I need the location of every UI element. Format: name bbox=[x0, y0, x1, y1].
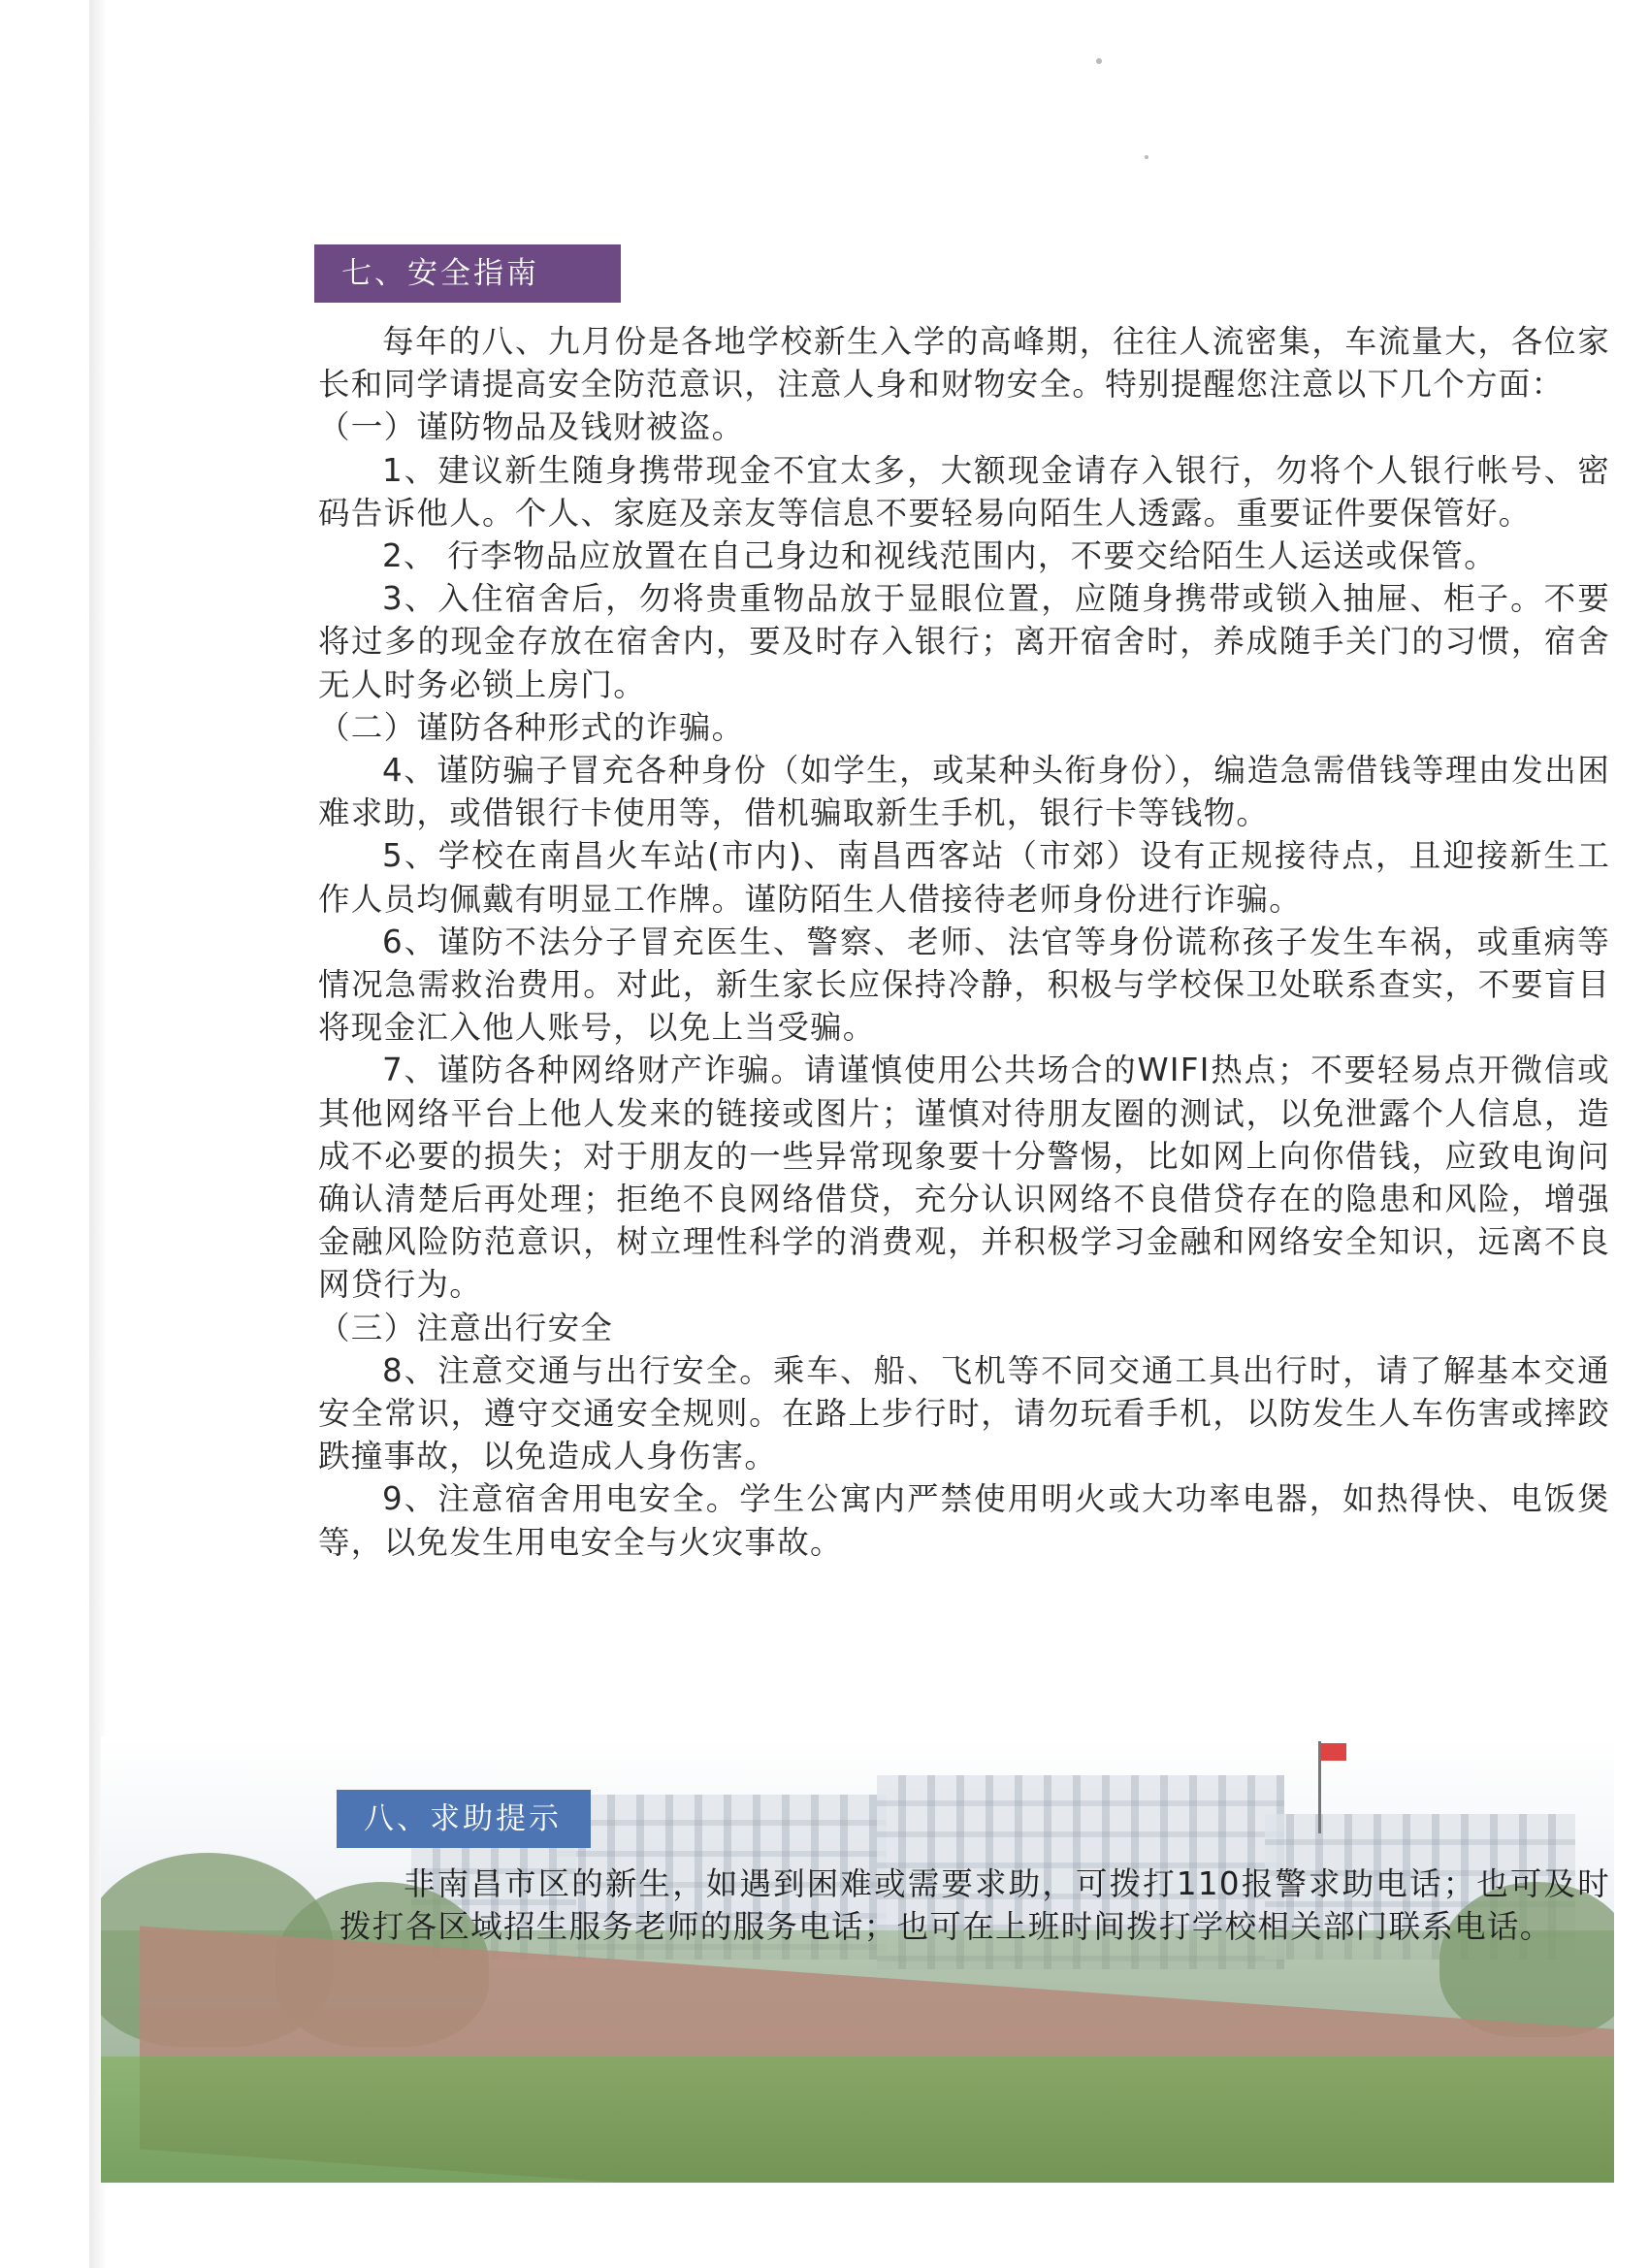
item-3: 3、入住宿舍后，勿将贵重物品放于显眼位置，应随身携带或锁入抽屉、柜子。不要将过多的现金存放在宿舍内，要及时存入银行；离开宿舍时，养成随手关门的习惯，宿舍无人时务必锁上房门。 bbox=[318, 580, 1610, 703]
section-7-title: 七、安全指南 bbox=[341, 256, 539, 291]
item-9: 9、注意宿舍用电安全。学生公寓内严禁使用明火或大功率电器，如热得快、电饭煲等，以免发生用电安全与火灾事故。 bbox=[318, 1480, 1610, 1561]
item-7: 7、谨防各种网络财产诈骗。请谨慎使用公共场合的WIFI热点；不要轻易点开微信或其他网络平台上他人发来的链接或图片；谨慎对待朋友圈的测试，以免泄露个人信息，造成不必要的损失；对于朋友的一些异常现象要十分警惕，比如网上向你借钱，应致电询问确认清楚后再处理；拒绝不良网络借贷，充分认识网络不良借贷存在的隐患和风险，增强金融风险防范意识，树立理性科学的消费观，并积极学习金融和网络安全知识，远离不良网贷行为。 bbox=[318, 1052, 1610, 1304]
item-6: 6、谨防不法分子冒充医生、警察、老师、法官等身份谎称孩子发生车祸，或重病等情况急需救治费用。对此，新生家长应保持冷静，积极与学校保卫处联系查实，不要盲目将现金汇入他人账号，以免上当受骗。 bbox=[318, 923, 1610, 1047]
intro-paragraph: 每年的八、九月份是各地学校新生入学的高峰期，往往人流密集，车流量大，各位家长和同学请提高安全防范意识，注意人身和财物安全。特别提醒您注意以下几个方面： bbox=[318, 323, 1610, 404]
section-7-body bbox=[318, 320, 1610, 1564]
campus-photo bbox=[101, 1736, 1614, 2183]
subheading-2: （二）谨防各种形式的诈骗。 bbox=[318, 708, 745, 746]
section-7-header bbox=[314, 244, 621, 303]
section-8-body bbox=[340, 1863, 1610, 1948]
subheading-1: （一）谨防物品及钱财被盗。 bbox=[318, 408, 745, 446]
item-8: 8、注意交通与出行安全。乘车、船、飞机等不同交通工具出行时，请了解基本交通安全常识，遵守交通安全规则。在路上步行时，请勿玩看手机，以防发生人车伤害或摔跤跌撞事故，以免造成人身伤害。 bbox=[318, 1351, 1610, 1475]
scan-speck bbox=[1096, 58, 1102, 64]
item-4: 4、谨防骗子冒充各种身份（如学生，或某种头衔身份），编造急需借钱等理由发出困难求助，或借银行卡使用等，借机骗取新生手机，银行卡等钱物。 bbox=[318, 752, 1610, 832]
item-5: 5、学校在南昌火车站(市内)、南昌西客站（市郊）设有正规接待点，且迎接新生工作人员均佩戴有明显工作牌。谨防陌生人借接待老师身份进行诈骗。 bbox=[318, 837, 1610, 918]
scan-speck bbox=[1145, 155, 1148, 159]
section-8-header bbox=[337, 1790, 591, 1848]
help-paragraph: 非南昌市区的新生，如遇到困难或需要求助，可拨打110报警求助电话；也可及时拨打各区域招生服务老师的服务电话；也可在上班时间拨打学校相关部门联系电话。 bbox=[340, 1865, 1610, 1945]
item-2: 2、 行李物品应放置在自己身边和视线范围内，不要交给陌生人运送或保管。 bbox=[382, 537, 1498, 575]
subheading-3: （三）注意出行安全 bbox=[318, 1309, 614, 1346]
section-8-title: 八、求助提示 bbox=[364, 1801, 562, 1836]
item-1: 1、建议新生随身携带现金不宜太多，大额现金请存入银行，勿将个人银行帐号、密码告诉他人。个人、家庭及亲友等信息不要轻易向陌生人透露。重要证件要保管好。 bbox=[318, 451, 1610, 532]
